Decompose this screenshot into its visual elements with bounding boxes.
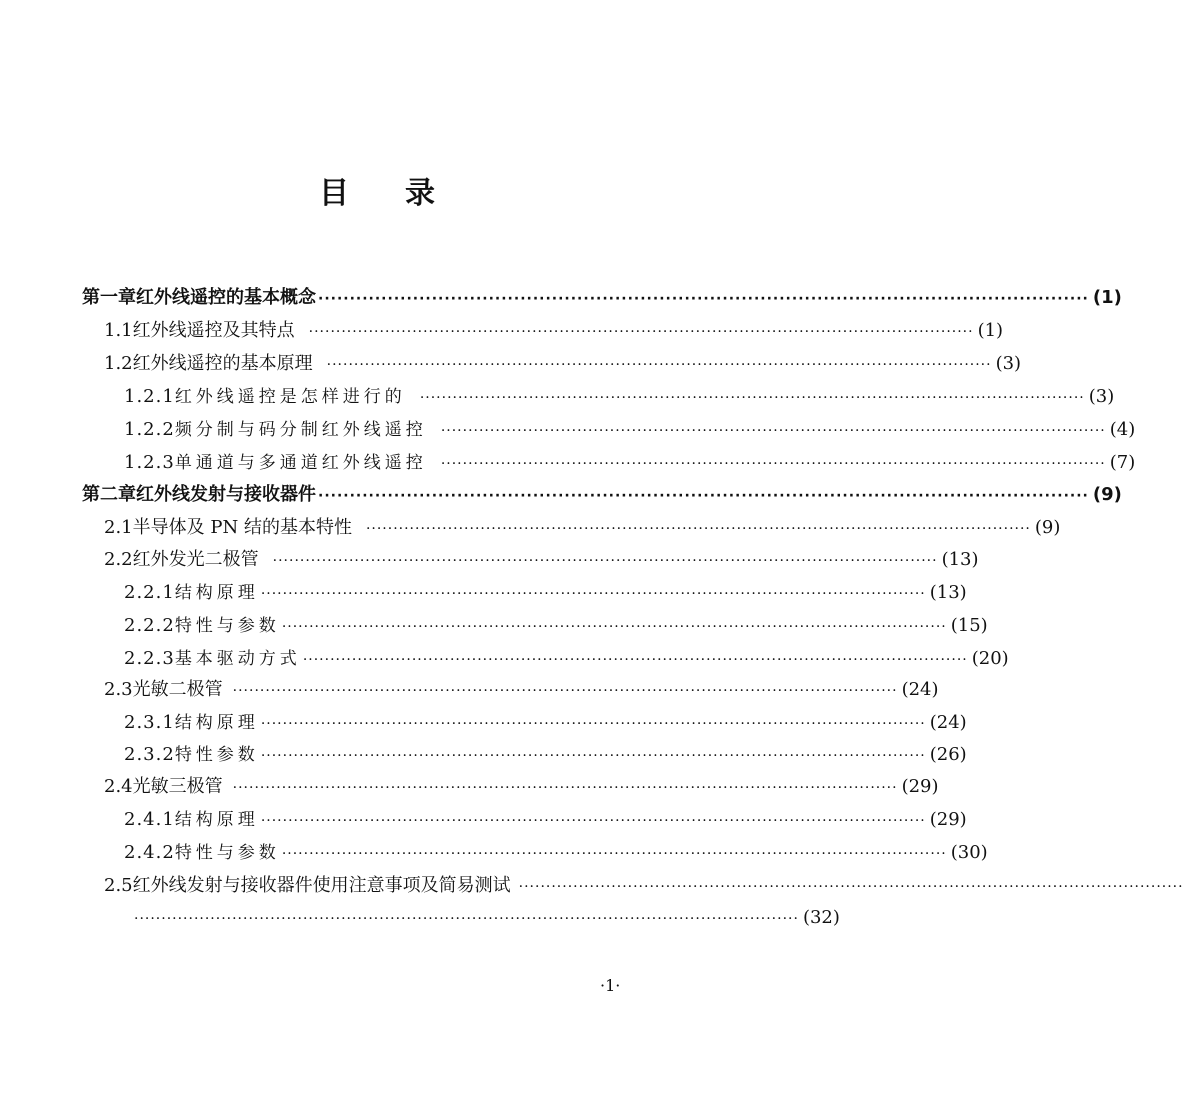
toc-entry-2-4-2: [124, 839, 988, 867]
entry-page: (29): [901, 776, 939, 797]
entry-number: 2.2.2: [124, 615, 175, 636]
toc-entry-2-2-1: [124, 579, 967, 607]
entry-number: 2.3.1: [124, 712, 175, 733]
entry-title: 特性参数: [174, 745, 259, 765]
toc-entry-2-2-2: [124, 612, 988, 640]
entry-number: 第一章: [82, 287, 136, 308]
entry-page: (24): [929, 712, 967, 733]
entry-page: (20): [971, 648, 1009, 669]
page-number: ·1·: [600, 976, 621, 995]
entry-page: (1): [1092, 287, 1122, 308]
entry-title: 结构原理: [174, 810, 259, 830]
toc-entry-2-2-3: [124, 645, 1009, 673]
entry-page: (26): [929, 744, 967, 765]
toc-entry-1-2-1: [124, 383, 1115, 411]
entry-number: 1.1: [104, 320, 133, 341]
entry-title: 单通道与多通道红外线遥控: [174, 453, 427, 473]
entry-page: (3): [995, 353, 1022, 374]
leader-dots: ··························································································································: [318, 291, 1089, 307]
leader-dots: ··························································································································: [308, 324, 974, 340]
entry-page: (15): [950, 615, 988, 636]
entry-title: 光敏二极管: [132, 679, 223, 700]
toc-entry-2-5: [104, 872, 1184, 900]
entry-title: 结构原理: [174, 583, 259, 603]
entry-number: 2.4.2: [124, 842, 175, 863]
toc-entry-2-1: [104, 514, 1061, 542]
toc-entry-1-2: [104, 350, 1022, 378]
entry-number: 2.2.1: [124, 582, 175, 603]
entry-number: 2.4.1: [124, 809, 175, 830]
leader-dots: ··························································································································: [326, 357, 992, 373]
entry-page: (30): [950, 842, 988, 863]
leader-dots: ··························································································································: [232, 780, 898, 796]
entry-title: 结构原理: [174, 713, 259, 733]
entry-page: (9): [1092, 484, 1122, 505]
leader-dots: ··························································································································: [365, 521, 1031, 537]
entry-page: (24): [901, 679, 939, 700]
entry-title: 红外线遥控及其特点: [132, 320, 295, 341]
entry-page: (13): [929, 582, 967, 603]
leader-dots: ··························································································································: [272, 553, 938, 569]
toc-entry-2-3-2: [124, 741, 967, 769]
toc-entry-2-2: [104, 546, 979, 574]
leader-dots: ··························································································································: [419, 390, 1085, 406]
leader-dots: ··························································································································: [440, 456, 1106, 472]
entry-number: 1.2.2: [124, 419, 175, 440]
leader-dots: ··························································································································: [281, 846, 947, 862]
leader-dots: ··························································································································: [440, 423, 1106, 439]
entry-title: 红外线发射与接收器件: [136, 484, 316, 505]
entry-number: 1.2.1: [124, 386, 175, 407]
entry-number: 2.2: [104, 549, 133, 570]
toc-entry-2-5-continuation: [134, 904, 840, 932]
leader-dots: ··························································································································: [260, 586, 926, 602]
entry-title: 基本驱动方式: [174, 649, 301, 669]
entry-number: 2.5: [104, 875, 133, 896]
leader-dots: ··························································································································: [302, 652, 968, 668]
toc-entry-1-2-2: [124, 416, 1136, 444]
entry-title: 光敏三极管: [132, 776, 223, 797]
entry-title: 红外线发射与接收器件使用注意事项及简易测试: [132, 875, 511, 896]
entry-title: 红外线遥控的基本原理: [132, 353, 313, 374]
entry-number: 2.3: [104, 679, 133, 700]
entry-page: (1): [977, 320, 1004, 341]
toc-entry-2-4: [104, 773, 939, 801]
entry-number: 2.3.2: [124, 744, 175, 765]
toc-entry-1-2-3: [124, 449, 1136, 477]
entry-title: 特性与参数: [174, 843, 280, 863]
leader-dots: ··························································································································: [134, 911, 799, 927]
entry-number: 1.2.3: [124, 452, 175, 473]
leader-dots: ··························································································································: [260, 748, 926, 764]
toc-entry-chapter-1: [82, 284, 1122, 312]
toc-entry-2-3-1: [124, 709, 967, 737]
entry-title: 半导体及 PN 结的基本特性: [132, 517, 352, 538]
toc-entry-1-1: [104, 317, 1004, 345]
entry-number: 1.2: [104, 353, 133, 374]
entry-number: 第二章: [82, 484, 136, 505]
entry-page: (32): [802, 907, 840, 928]
entry-title: 红外线遥控的基本概念: [136, 287, 316, 308]
leader-dots: ··························································································································: [260, 813, 926, 829]
leader-dots: ··························································································································: [260, 716, 926, 732]
leader-dots: ··························································································································: [518, 879, 1184, 895]
entry-title: 红外线遥控是怎样进行的: [174, 387, 406, 407]
entry-number: 2.2.3: [124, 648, 175, 669]
leader-dots: ··························································································································: [281, 619, 947, 635]
entry-page: (9): [1034, 517, 1061, 538]
entry-page: (3): [1088, 386, 1115, 407]
entry-page: (29): [929, 809, 967, 830]
leader-dots: ··························································································································: [232, 683, 898, 699]
page-title: 目录: [319, 176, 491, 211]
entry-title: 红外发光二极管: [132, 549, 259, 570]
entry-title: 频分制与码分制红外线遥控: [174, 420, 427, 440]
leader-dots: ··························································································································: [318, 488, 1089, 504]
entry-page: (4): [1109, 419, 1136, 440]
entry-title: 特性与参数: [174, 616, 280, 636]
toc-entry-2-4-1: [124, 806, 967, 834]
entry-number: 2.4: [104, 776, 133, 797]
toc-entry-chapter-2: [82, 481, 1122, 509]
entry-page: (13): [941, 549, 979, 570]
entry-page: (7): [1109, 452, 1136, 473]
entry-number: 2.1: [104, 517, 133, 538]
toc-entry-2-3: [104, 676, 939, 704]
